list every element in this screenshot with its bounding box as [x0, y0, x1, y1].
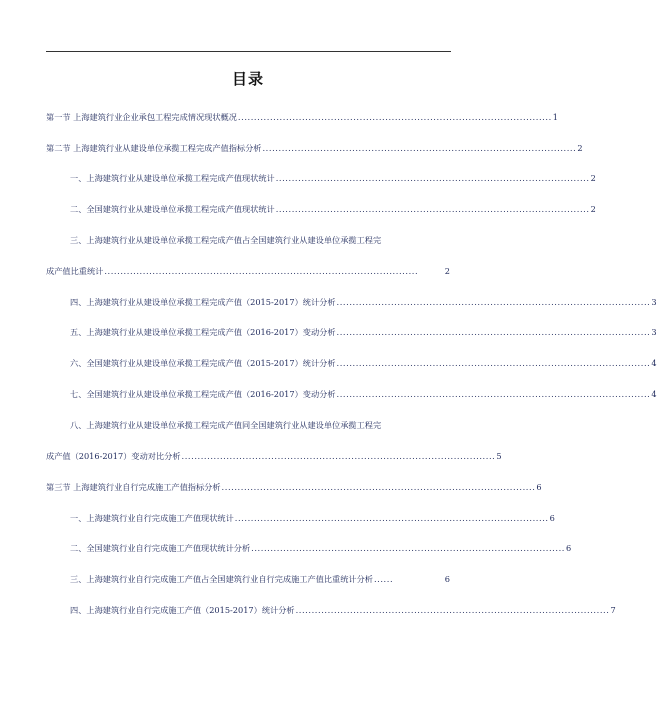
toc-entry-label: 成产值（2016-2017）变动对比分析 — [46, 451, 181, 461]
toc-entry-label: 三、上海建筑行业从建设单位承揽工程完成产值占全国建筑行业从建设单位承揽工程完 — [70, 235, 382, 245]
toc-entry[interactable] — [70, 574, 450, 584]
toc-entry-label: 一、上海建筑行业自行完成施工产值现状统计 — [70, 513, 234, 523]
toc-leader: .................................................................................................. — [234, 513, 549, 523]
toc-entry[interactable] — [70, 358, 657, 368]
toc-entry[interactable] — [46, 143, 583, 153]
toc-entry-label: 一、上海建筑行业从建设单位承揽工程完成产值现状统计 — [70, 173, 275, 183]
toc-leader: ...... — [373, 574, 394, 584]
toc-entry-label: 五、上海建筑行业从建设单位承揽工程完成产值（2016-2017）变动分析 — [70, 327, 336, 337]
toc-entry[interactable] — [70, 389, 657, 399]
toc-page-number: 2 — [590, 204, 596, 214]
toc-entry-label: 二、全国建筑行业从建设单位承揽工程完成产值现状统计 — [70, 204, 275, 214]
toc-entry-label: 第二节 上海建筑行业从建设单位承揽工程完成产值指标分析 — [46, 143, 262, 153]
toc-page-number: 4 — [651, 358, 657, 368]
toc-title: 目录 — [231, 70, 264, 88]
toc-page-number: 1 — [552, 112, 558, 122]
toc-entry-label: 三、上海建筑行业自行完成施工产值占全国建筑行业自行完成施工产值比重统计分析 — [70, 574, 373, 584]
toc-leader: .................................................................................................. — [336, 358, 651, 368]
toc-entry-label: 二、全国建筑行业自行完成施工产值现状统计分析 — [70, 543, 251, 553]
toc-entry-label: 四、上海建筑行业自行完成施工产值（2015-2017）统计分析 — [70, 605, 295, 615]
toc-leader: .................................................................................................. — [275, 173, 590, 183]
toc-page-number: 2 — [577, 143, 583, 153]
toc-entry-label: 成产值比重统计 — [46, 266, 104, 276]
toc-entry[interactable] — [70, 543, 572, 553]
toc-leader: .................................................................................................. — [237, 112, 552, 122]
toc-page-number: 4 — [651, 389, 657, 399]
toc-leader: .................................................................................................. — [275, 204, 590, 214]
toc-leader: .................................................................................................. — [104, 266, 419, 276]
toc-leader: .................................................................................................. — [221, 482, 536, 492]
toc-page-number: 5 — [496, 451, 502, 461]
toc-entry[interactable] — [46, 112, 558, 122]
toc-entry-label: 第三节 上海建筑行业自行完成施工产值指标分析 — [46, 482, 221, 492]
toc-entry-line1[interactable] — [70, 420, 450, 430]
toc-entry-label: 第一节 上海建筑行业企业承包工程完成情况现状概况 — [46, 112, 237, 122]
toc-page-number: 6 — [566, 543, 572, 553]
toc-entry-label: 八、上海建筑行业从建设单位承揽工程完成产值同全国建筑行业从建设单位承揽工程完 — [70, 420, 382, 430]
toc-entry[interactable] — [70, 605, 616, 615]
toc-page-number: 3 — [651, 327, 657, 337]
toc-page-number: 6 — [549, 513, 555, 523]
toc-entry[interactable] — [70, 297, 657, 307]
toc-entry-label: 四、上海建筑行业从建设单位承揽工程完成产值（2015-2017）统计分析 — [70, 297, 336, 307]
toc-entry[interactable] — [70, 173, 596, 183]
toc-leader: .................................................................................................. — [336, 389, 651, 399]
toc-page-number: 3 — [651, 297, 657, 307]
toc-entry[interactable] — [70, 327, 657, 337]
toc-entry[interactable] — [70, 204, 596, 214]
toc-entry[interactable] — [46, 451, 502, 461]
toc-entry[interactable] — [46, 266, 450, 276]
toc-leader: .................................................................................................. — [262, 143, 577, 153]
toc-leader: .................................................................................................. — [251, 543, 565, 553]
toc-entry[interactable] — [70, 513, 555, 523]
toc-leader: .................................................................................................. — [181, 451, 496, 461]
toc-entry-line1[interactable] — [70, 235, 450, 245]
toc-entry-label: 六、全国建筑行业从建设单位承揽工程完成产值（2015-2017）统计分析 — [70, 358, 336, 368]
toc-page-number: 2 — [444, 266, 450, 276]
toc-leader: .................................................................................................. — [336, 297, 651, 307]
toc-page-number: 6 — [444, 574, 450, 584]
toc-entry-label: 七、全国建筑行业从建设单位承揽工程完成产值（2016-2017）变动分析 — [70, 389, 336, 399]
toc-page-number: 2 — [590, 173, 596, 183]
toc-leader: .................................................................................................. — [336, 327, 651, 337]
toc-page-number: 6 — [536, 482, 542, 492]
toc-page-number: 7 — [610, 605, 616, 615]
toc-leader: .................................................................................................. — [295, 605, 610, 615]
toc-entry[interactable] — [46, 482, 542, 492]
